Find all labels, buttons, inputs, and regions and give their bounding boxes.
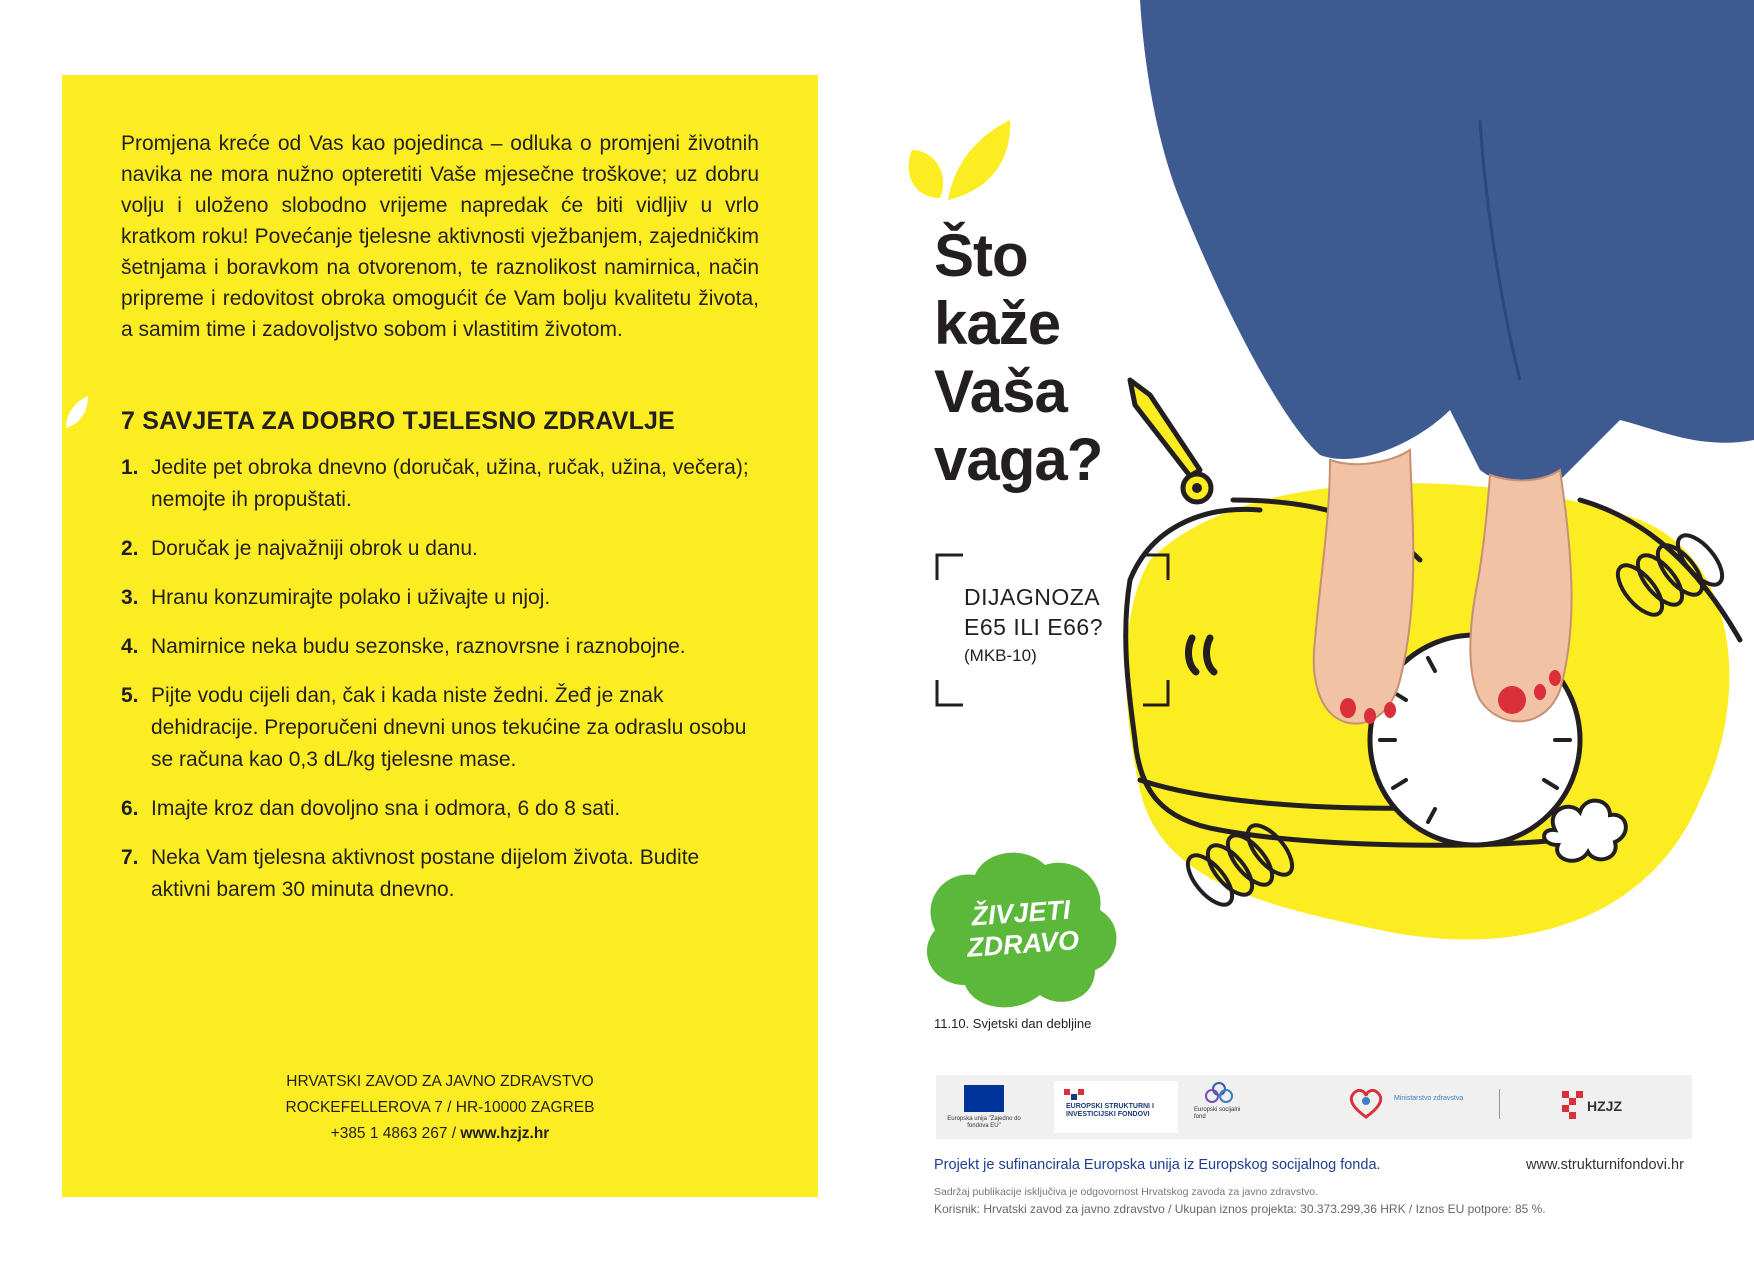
headline-leaf-icon: [909, 150, 944, 198]
headline-line: kaže: [934, 290, 1061, 357]
project-website-link[interactable]: www.strukturnifondovi.hr: [1526, 1157, 1684, 1173]
tip-text: Imajte kroz dan dovoljno sna i odmora, 6 do 8 sati.: [151, 797, 621, 820]
ministry-heart-icon: [1348, 1089, 1384, 1119]
project-note: Projekt je sufinancirala Europska unija iz Europskog socijalnog fonda.: [934, 1157, 1381, 1173]
exclamation-icon: [1130, 380, 1200, 476]
tip-number: 6.: [121, 797, 139, 820]
street-address: ROCKEFELLEROVA 7 / HR-10000 ZAGREB: [285, 1099, 595, 1116]
headline-line: vaga?: [934, 426, 1103, 493]
logo-text: [950, 893, 1094, 965]
tip-text: Hranu konzumirajte polako i uživajte u njoj.: [151, 586, 551, 609]
diagnosis-codes: E65 ILI E66?: [964, 614, 1103, 640]
esif-label: EUROPSKI STRUKTURNI I INVESTICIJSKI FONDOVI: [1066, 1103, 1154, 1118]
tip-number: 1.: [121, 456, 139, 479]
tip-text: Pijte vodu cijeli dan, čak i kada niste žedni. Žeđ je znak dehidracije. Preporučeni dnevni unos tekućine za odraslu osobu se računa kao 0,3 dL/kg tjelesne mase.: [151, 684, 747, 771]
intro-paragraph: Promjena kreće od Vas kao pojedinca – odluka o promjeni životnih navika ne mora nužno opteretiti Vaše mjesečne troškove; uz dobru volju i uloženo slobodno vrijeme napredak će biti vidljiv u vrlo kratkom roku! Povećanje tjelesne aktivnosti vježbanjem, zajedničkim šetnjama i boravkom na otvorenom, te raznolikost namirnica, način pripreme i redovitost obroka omogućit će Vam bolju kvalitetu života, a samim time i zadovoljstvo sobom i vlastitim životom.: [121, 132, 759, 341]
tip-text: Neka Vam tjelesna aktivnost postane dijelom života. Budite aktivni barem 30 minuta dnevno.: [151, 846, 700, 901]
headline-line: Što: [934, 222, 1028, 289]
tip-number: 2.: [121, 537, 139, 560]
hzjz-label: HZJZ: [1587, 1098, 1622, 1114]
tip-text: Jedite pet obroka dnevno (doručak, užina, ručak, užina, večera); nemojte ih propuštati.: [151, 456, 749, 511]
esf-flower-icon: [1204, 1081, 1234, 1107]
divider: [1499, 1089, 1500, 1119]
left-foot: [1314, 450, 1414, 724]
jeans: [1140, 0, 1754, 485]
logo-line: ZDRAVO: [966, 925, 1080, 963]
phone-number: +385 1 4863 267 /: [330, 1125, 461, 1142]
date-note: 11.10. Svjetski dan debljine: [934, 1016, 1092, 1031]
logo-line: ŽIVJETI: [970, 894, 1072, 932]
disclaimer: Sadržaj publikacije isključiva je odgovornost Hrvatskog zavoda za javno zdravstvo.: [934, 1186, 1319, 1198]
esf-label: Europski socijalni fond: [1194, 1107, 1241, 1120]
headline: [934, 222, 1102, 494]
tip-text: Namirnice neka budu sezonske, raznovrsne i raznobojne.: [151, 635, 686, 658]
tip-number: 3.: [121, 586, 139, 609]
tips-title: 7 SAVJETA ZA DOBRO TJELESNO ZDRAVLJE: [121, 407, 676, 435]
eu-flag-background: [964, 1085, 1004, 1112]
esif-logo: [1054, 1081, 1178, 1133]
website-link[interactable]: www.hzjz.hr: [460, 1125, 550, 1142]
diagnosis-box: [964, 582, 1103, 666]
tip-text: Doručak je najvažniji obrok u danu.: [151, 537, 478, 560]
partner-logos-bar: [936, 1075, 1692, 1139]
ministry-label: Ministarstvo zdravstva: [1394, 1095, 1464, 1102]
diagnosis-label: DIJAGNOZA: [964, 584, 1101, 610]
tip-number: 4.: [121, 635, 139, 658]
eu-caption: Europska unija "Zajedno do fondova EU": [947, 1116, 1021, 1129]
diagnosis-classification: (MKB-10): [964, 646, 1037, 665]
tip-number: 7.: [121, 846, 139, 869]
hzjz-logo-icon: [1562, 1091, 1584, 1119]
institution-name: HRVATSKI ZAVOD ZA JAVNO ZDRAVSTVO: [286, 1073, 594, 1090]
tip-number: 5.: [121, 684, 139, 707]
headline-line: Vaša: [934, 358, 1067, 425]
beneficiary-note: Korisnik: Hrvatski zavod za javno zdravstvo / Ukupan iznos projekta: 30.373.299,36 HRK / Iznos EU potpore: 85 %.: [934, 1202, 1546, 1216]
